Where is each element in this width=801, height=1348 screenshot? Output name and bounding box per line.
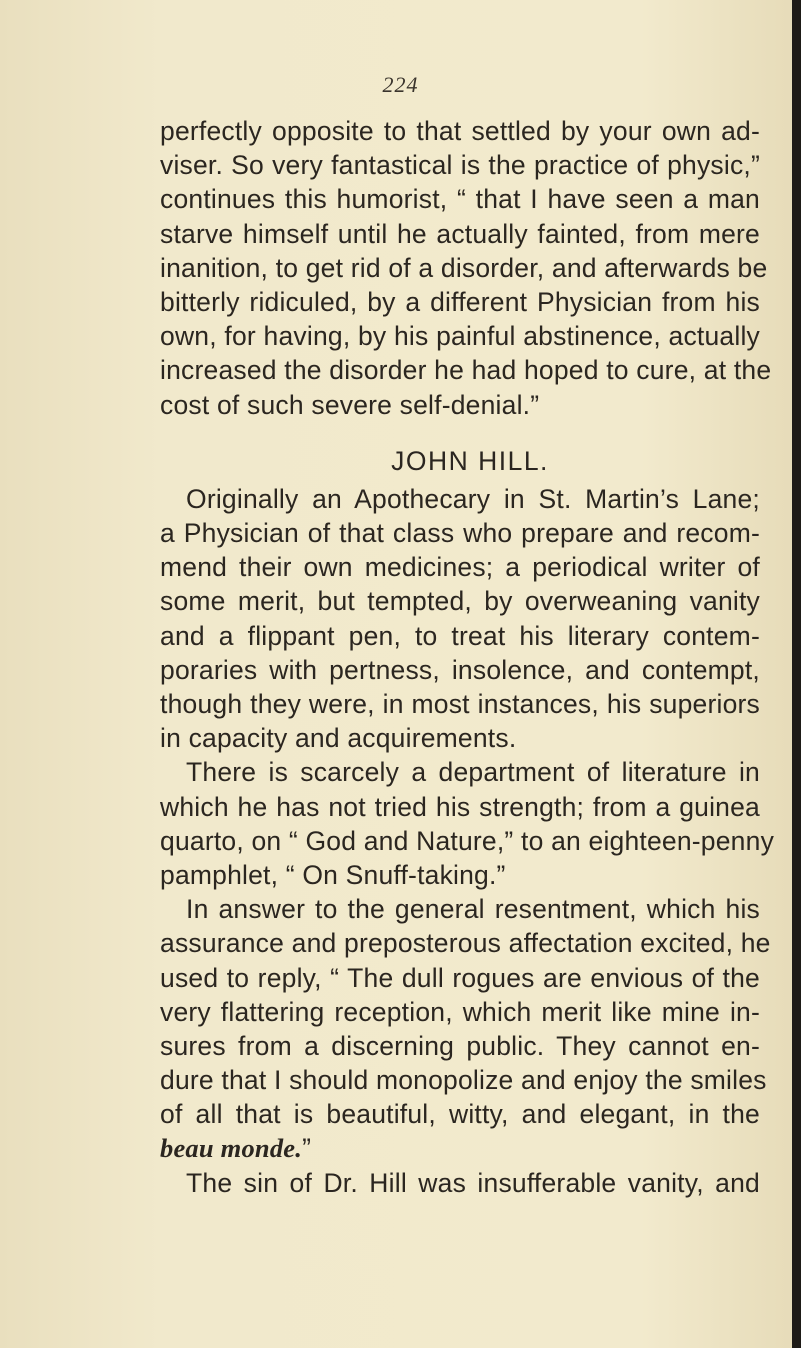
text-line: in capacity and acquirements. <box>160 723 517 754</box>
text-line: increased the disorder he had hoped to cure, at the <box>160 355 772 386</box>
text-line: mend their own medicines; a periodical writer of <box>160 552 760 583</box>
paragraph-2 <box>160 482 760 756</box>
text-line: very flattering reception, which merit like mine in- <box>160 996 760 1027</box>
text-line: continues this humorist, “ that I have seen a man <box>160 184 760 215</box>
text-line: In answer to the general resentment, which his <box>186 894 760 925</box>
text-line: viser. So very fantastical is the practice of physic,” <box>160 150 760 181</box>
text-line: assurance and preposterous affectation excited, he <box>160 928 771 959</box>
text-line: own, for having, by his painful abstinence, actually <box>160 321 760 352</box>
text-line: bitterly ridiculed, by a different Physician from his <box>160 286 760 317</box>
text-line: which he has not tried his strength; from a guinea <box>160 791 760 822</box>
italic-phrase: beau monde. <box>160 1133 303 1164</box>
text-line: sures from a discerning public. They cannot en- <box>160 1030 760 1061</box>
paragraph-4 <box>160 892 771 1166</box>
text-line-italic-ending <box>160 1131 760 1165</box>
text-line: starve himself until he actually fainted, from mere <box>160 218 760 249</box>
text-line: a Physician of that class who prepare and recom- <box>160 518 760 549</box>
text-line: quarto, on “ God and Nature,” to an eighteen-penny <box>160 825 775 856</box>
text-line: of all that is beautiful, witty, and elegant, in the <box>160 1099 760 1130</box>
text-line: There is scarcely a department of literature in <box>186 757 760 788</box>
page-number: 224 <box>382 72 419 97</box>
paragraph-1 <box>160 114 772 422</box>
text-line: dure that I should monopolize and enjoy the smiles <box>160 1065 767 1096</box>
text-line: cost of such severe self-denial.” <box>160 389 540 420</box>
text-line: though they were, in most instances, his superiors <box>160 689 760 719</box>
text-line: poraries with pertness, insolence, and contempt, <box>160 654 760 685</box>
text-line: some merit, but tempted, by overweaning vanity <box>160 586 760 617</box>
text-line: used to reply, “ The dull rogues are envious of the <box>160 962 760 993</box>
text-line: perfectly opposite to that settled by your own ad- <box>160 116 760 146</box>
paragraph-5 <box>160 1166 760 1200</box>
page-edge-shadow <box>792 0 801 1348</box>
text-line: and a flippant pen, to treat his literary contem- <box>160 620 760 651</box>
text-line: Originally an Apothecary in St. Martin’s Lane; <box>186 483 760 514</box>
text-line: The sin of Dr. Hill was insufferable vanity, and <box>186 1167 760 1198</box>
page-body <box>160 114 775 1200</box>
section-heading: JOHN HILL. <box>391 445 549 476</box>
closing-quote: ” <box>302 1133 312 1164</box>
text-line: inanition, to get rid of a disorder, and afterwards be <box>160 252 768 283</box>
paragraph-3 <box>160 755 775 892</box>
text-line: pamphlet, “ On Snuff-taking.” <box>160 859 506 890</box>
